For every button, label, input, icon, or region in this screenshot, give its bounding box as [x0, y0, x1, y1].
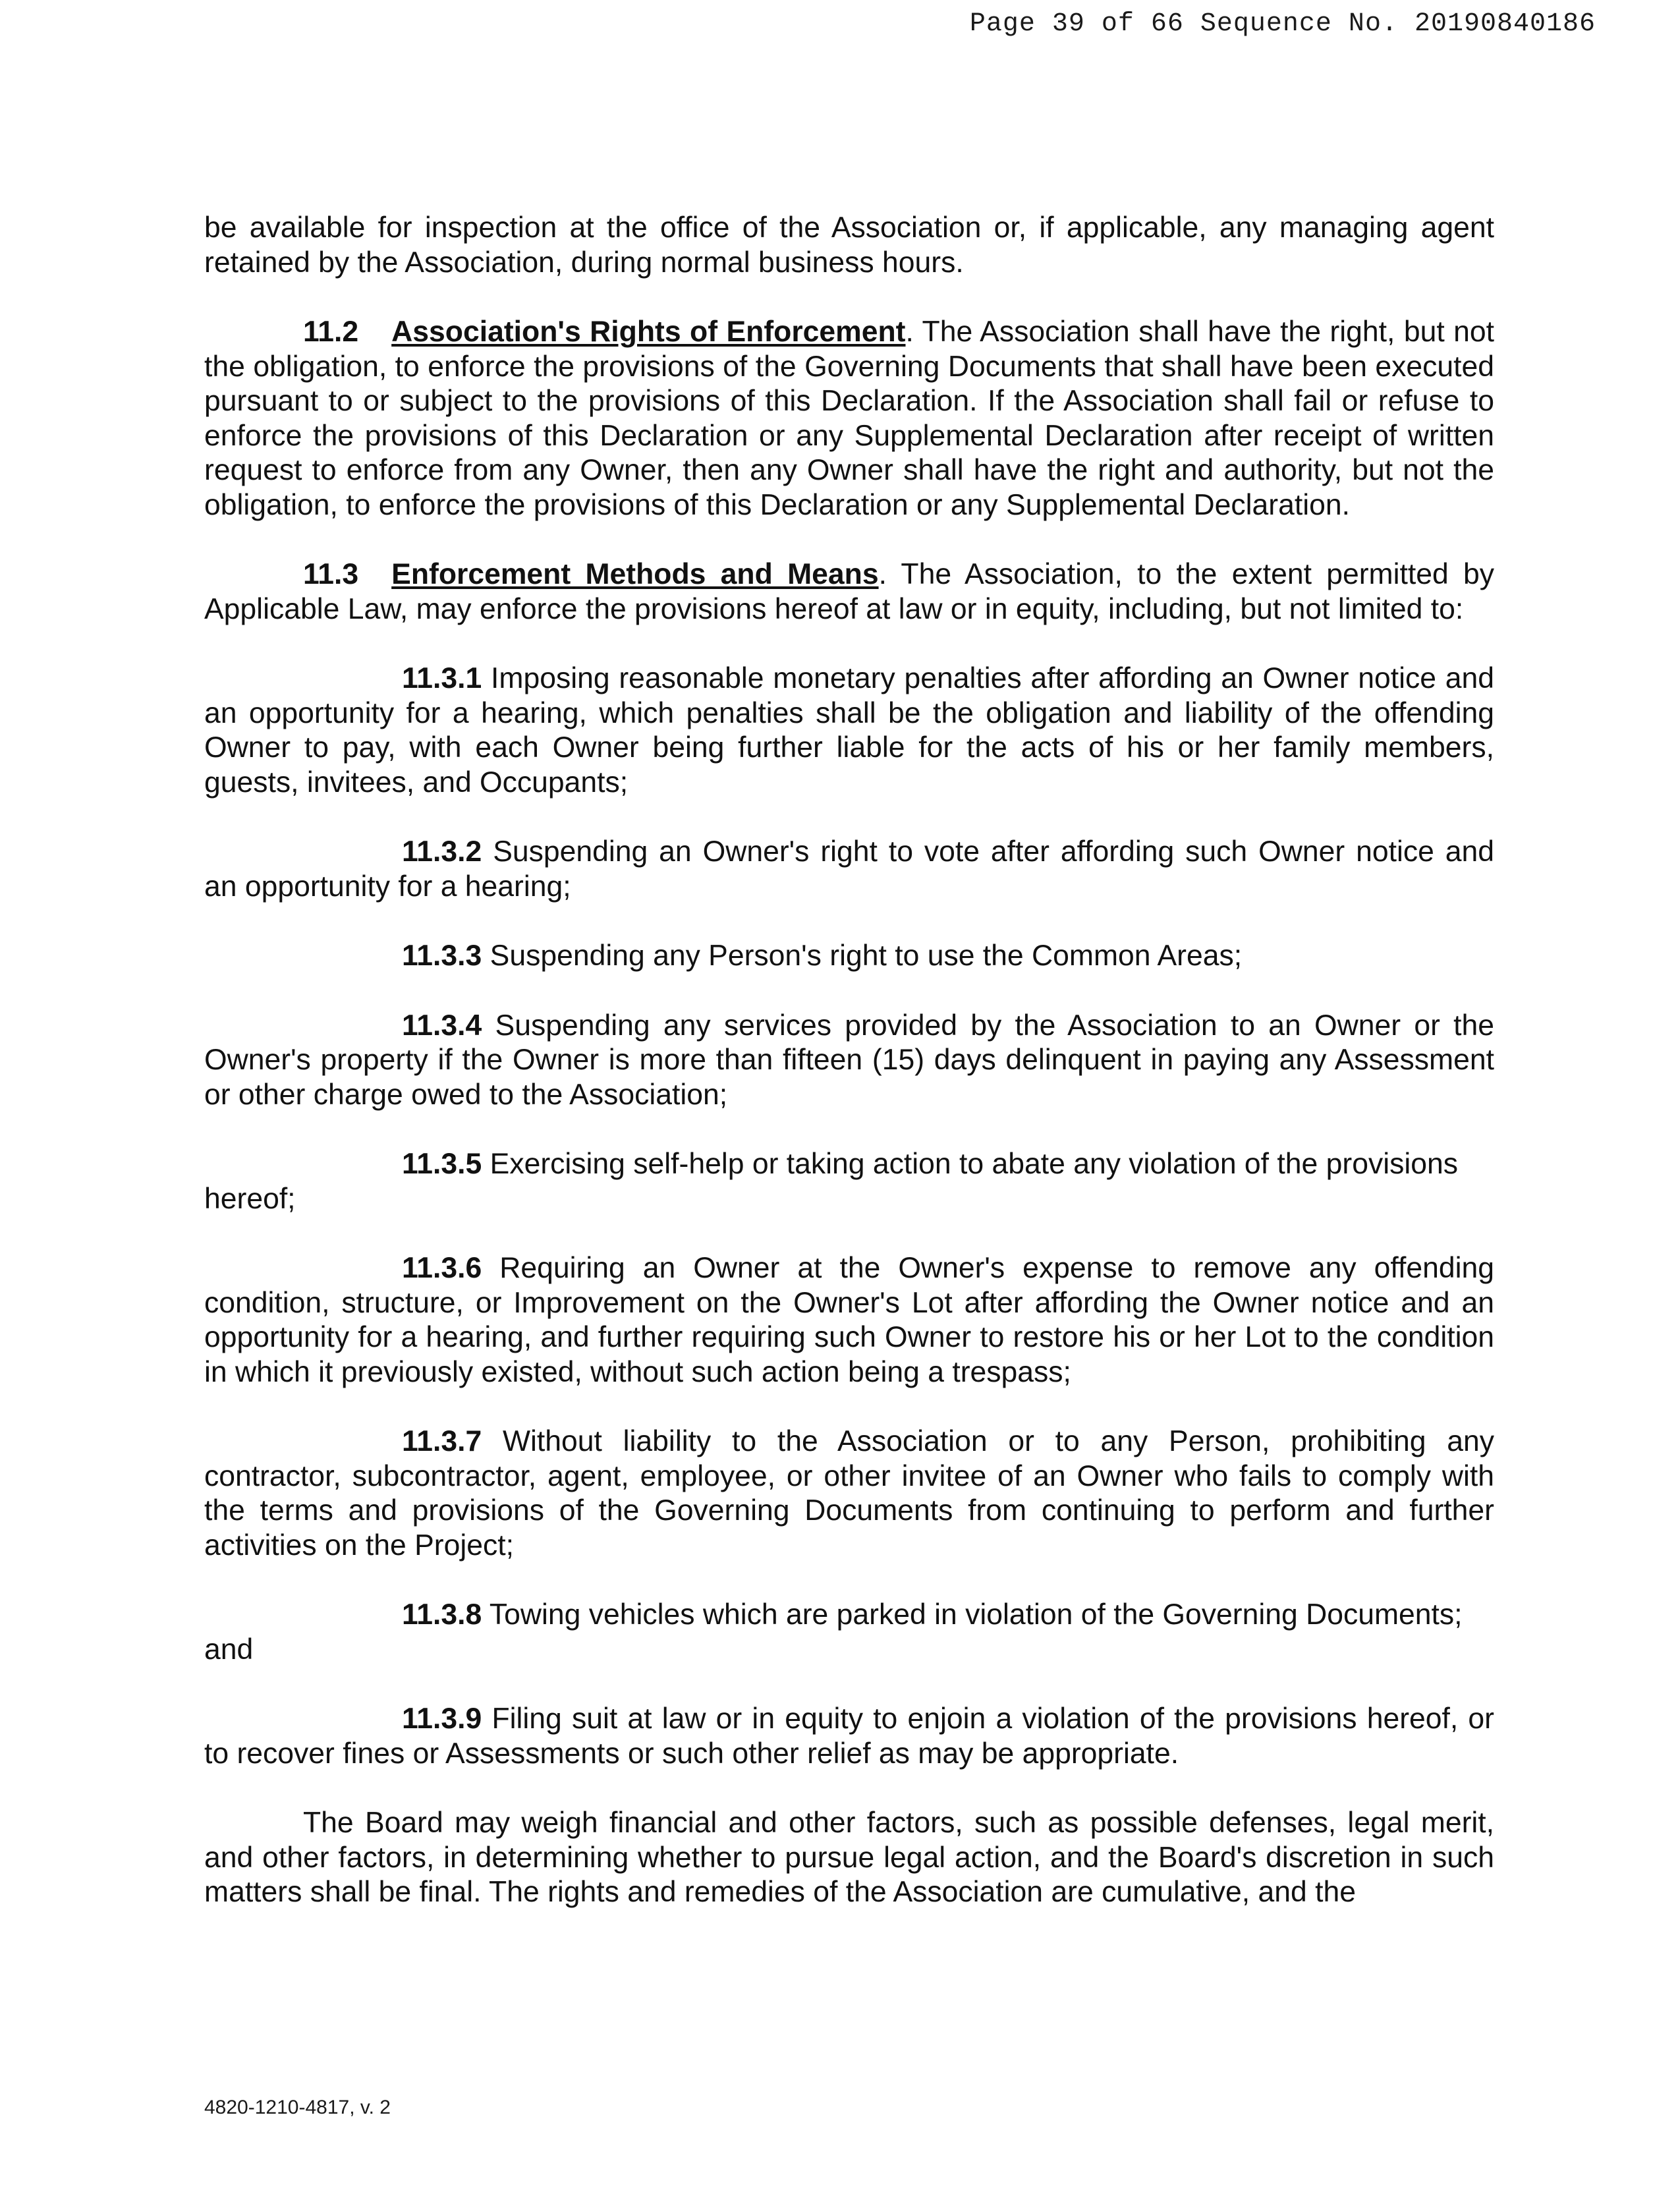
subsection-number: 11.3.3 — [402, 940, 482, 972]
subsection-text: Filing suit at law or in equity to enjoin a violation of the provisions hereof, or to recover fines or Assessments or such other relief as may be appropriate. — [204, 1703, 1494, 1770]
subsection-number: 11.3.8 — [402, 1598, 482, 1631]
section-number: 11.3 — [303, 558, 359, 590]
subsection-number: 11.3.6 — [402, 1252, 482, 1284]
section-text: . The Association shall have the right, but not the obligation, to enforce the provisions of the Governing Documents that shall have been executed pursuant to or subject to the provisions of this Declaration. If the Association shall fail or refuse to enforce the provisions of this Declaration or any Supplemental Declaration after receipt of written request to enforce from any Owner, then any Owner shall have the right and authority, but not the obligation, to enforce the provisions of this Declaration or any Supplemental Declaration. — [204, 316, 1494, 521]
subsection-number: 11.3.2 — [402, 835, 482, 868]
subsection-number: 11.3.7 — [402, 1425, 482, 1457]
subsection-text: Requiring an Owner at the Owner's expense to remove any offending condition, structure, or Improvement on the Owner's Lot after affording the Owner notice and an opportunity for a hearing, and further requiring such Owner to restore his or her Lot to the condition in which it previously existed, without such action being a trespass; — [204, 1252, 1494, 1388]
subsection-11-3-7 — [204, 1424, 1494, 1563]
subsection-trailing-word: and — [204, 1633, 254, 1666]
subsection-11-3-8 — [204, 1598, 1494, 1667]
page-sequence-header: Page 39 of 66 Sequence No. 20190840186 — [969, 9, 1596, 39]
section-number: 11.2 — [303, 316, 359, 348]
subsection-11-3-1 — [204, 662, 1494, 800]
section-11-3 — [204, 557, 1494, 627]
section-11-2 — [204, 315, 1494, 522]
subsection-text: Without liability to the Association or to any Person, prohibiting any contractor, subcontractor, agent, employee, or other invitee of an Owner who fails to comply with the terms and provisions of the Governing Documents from continuing to perform and further activities on the Project; — [204, 1425, 1494, 1562]
subsection-number: 11.3.1 — [402, 662, 482, 694]
subsection-number: 11.3.4 — [402, 1009, 482, 1042]
paragraph-intro: be available for inspection at the office of the Association or, if applicable, any managing agent retained by the Association, during normal business hours. — [204, 211, 1494, 279]
subsection-11-3-5 — [204, 1147, 1494, 1216]
section-title: Association's Rights of Enforcement — [391, 316, 906, 348]
subsection-11-3-3 — [204, 939, 1494, 974]
document-id-footer: 4820-1210-4817, v. 2 — [204, 2097, 391, 2118]
subsection-trailing-word: hereof; — [204, 1182, 296, 1215]
document-body — [204, 211, 1494, 1910]
subsection-text: Suspending any services provided by the Association to an Owner or the Owner's property if the Owner is more than fifteen (15) days delinquent in paying any Assessment or other charge owed to the Association; — [204, 1009, 1494, 1111]
section-text: . The Association, to the extent permitted by Applicable Law, may enforce the provisions hereof at law or in equity, including, but not limited to: — [204, 558, 1495, 625]
subsection-number: 11.3.5 — [402, 1148, 482, 1180]
subsection-11-3-2 — [204, 835, 1494, 904]
subsection-number: 11.3.9 — [402, 1703, 482, 1735]
subsection-11-3-6 — [204, 1251, 1494, 1390]
subsection-text: Suspending an Owner's right to vote after affording such Owner notice and an opportunity for a hearing; — [204, 835, 1494, 903]
section-title: Enforcement Methods and Means — [391, 558, 879, 590]
subsection-text: Exercising self-help or taking action to abate any violation of the provisions — [482, 1148, 1458, 1180]
subsection-11-3-9 — [204, 1702, 1494, 1771]
subsection-11-3-4 — [204, 1009, 1494, 1113]
subsection-text: Towing vehicles which are parked in violation of the Governing Documents; — [482, 1598, 1463, 1631]
subsection-text: Suspending any Person's right to use the Common Areas; — [482, 940, 1243, 972]
subsection-text: Imposing reasonable monetary penalties after affording an Owner notice and an opportunity for a hearing, which penalties shall be the obligation and liability of the offending Owner to pay, with each Owner being further liable for the acts of his or her family members, guests, invitees, and Occupants; — [204, 662, 1494, 799]
paragraph-board-discretion: The Board may weigh financial and other factors, such as possible defenses, legal merit, and other factors, in determining whether to pursue legal action, and the Board's discretion in such matters shall be final. The rights and remedies of the Association are cumulative, and the — [204, 1807, 1494, 1908]
